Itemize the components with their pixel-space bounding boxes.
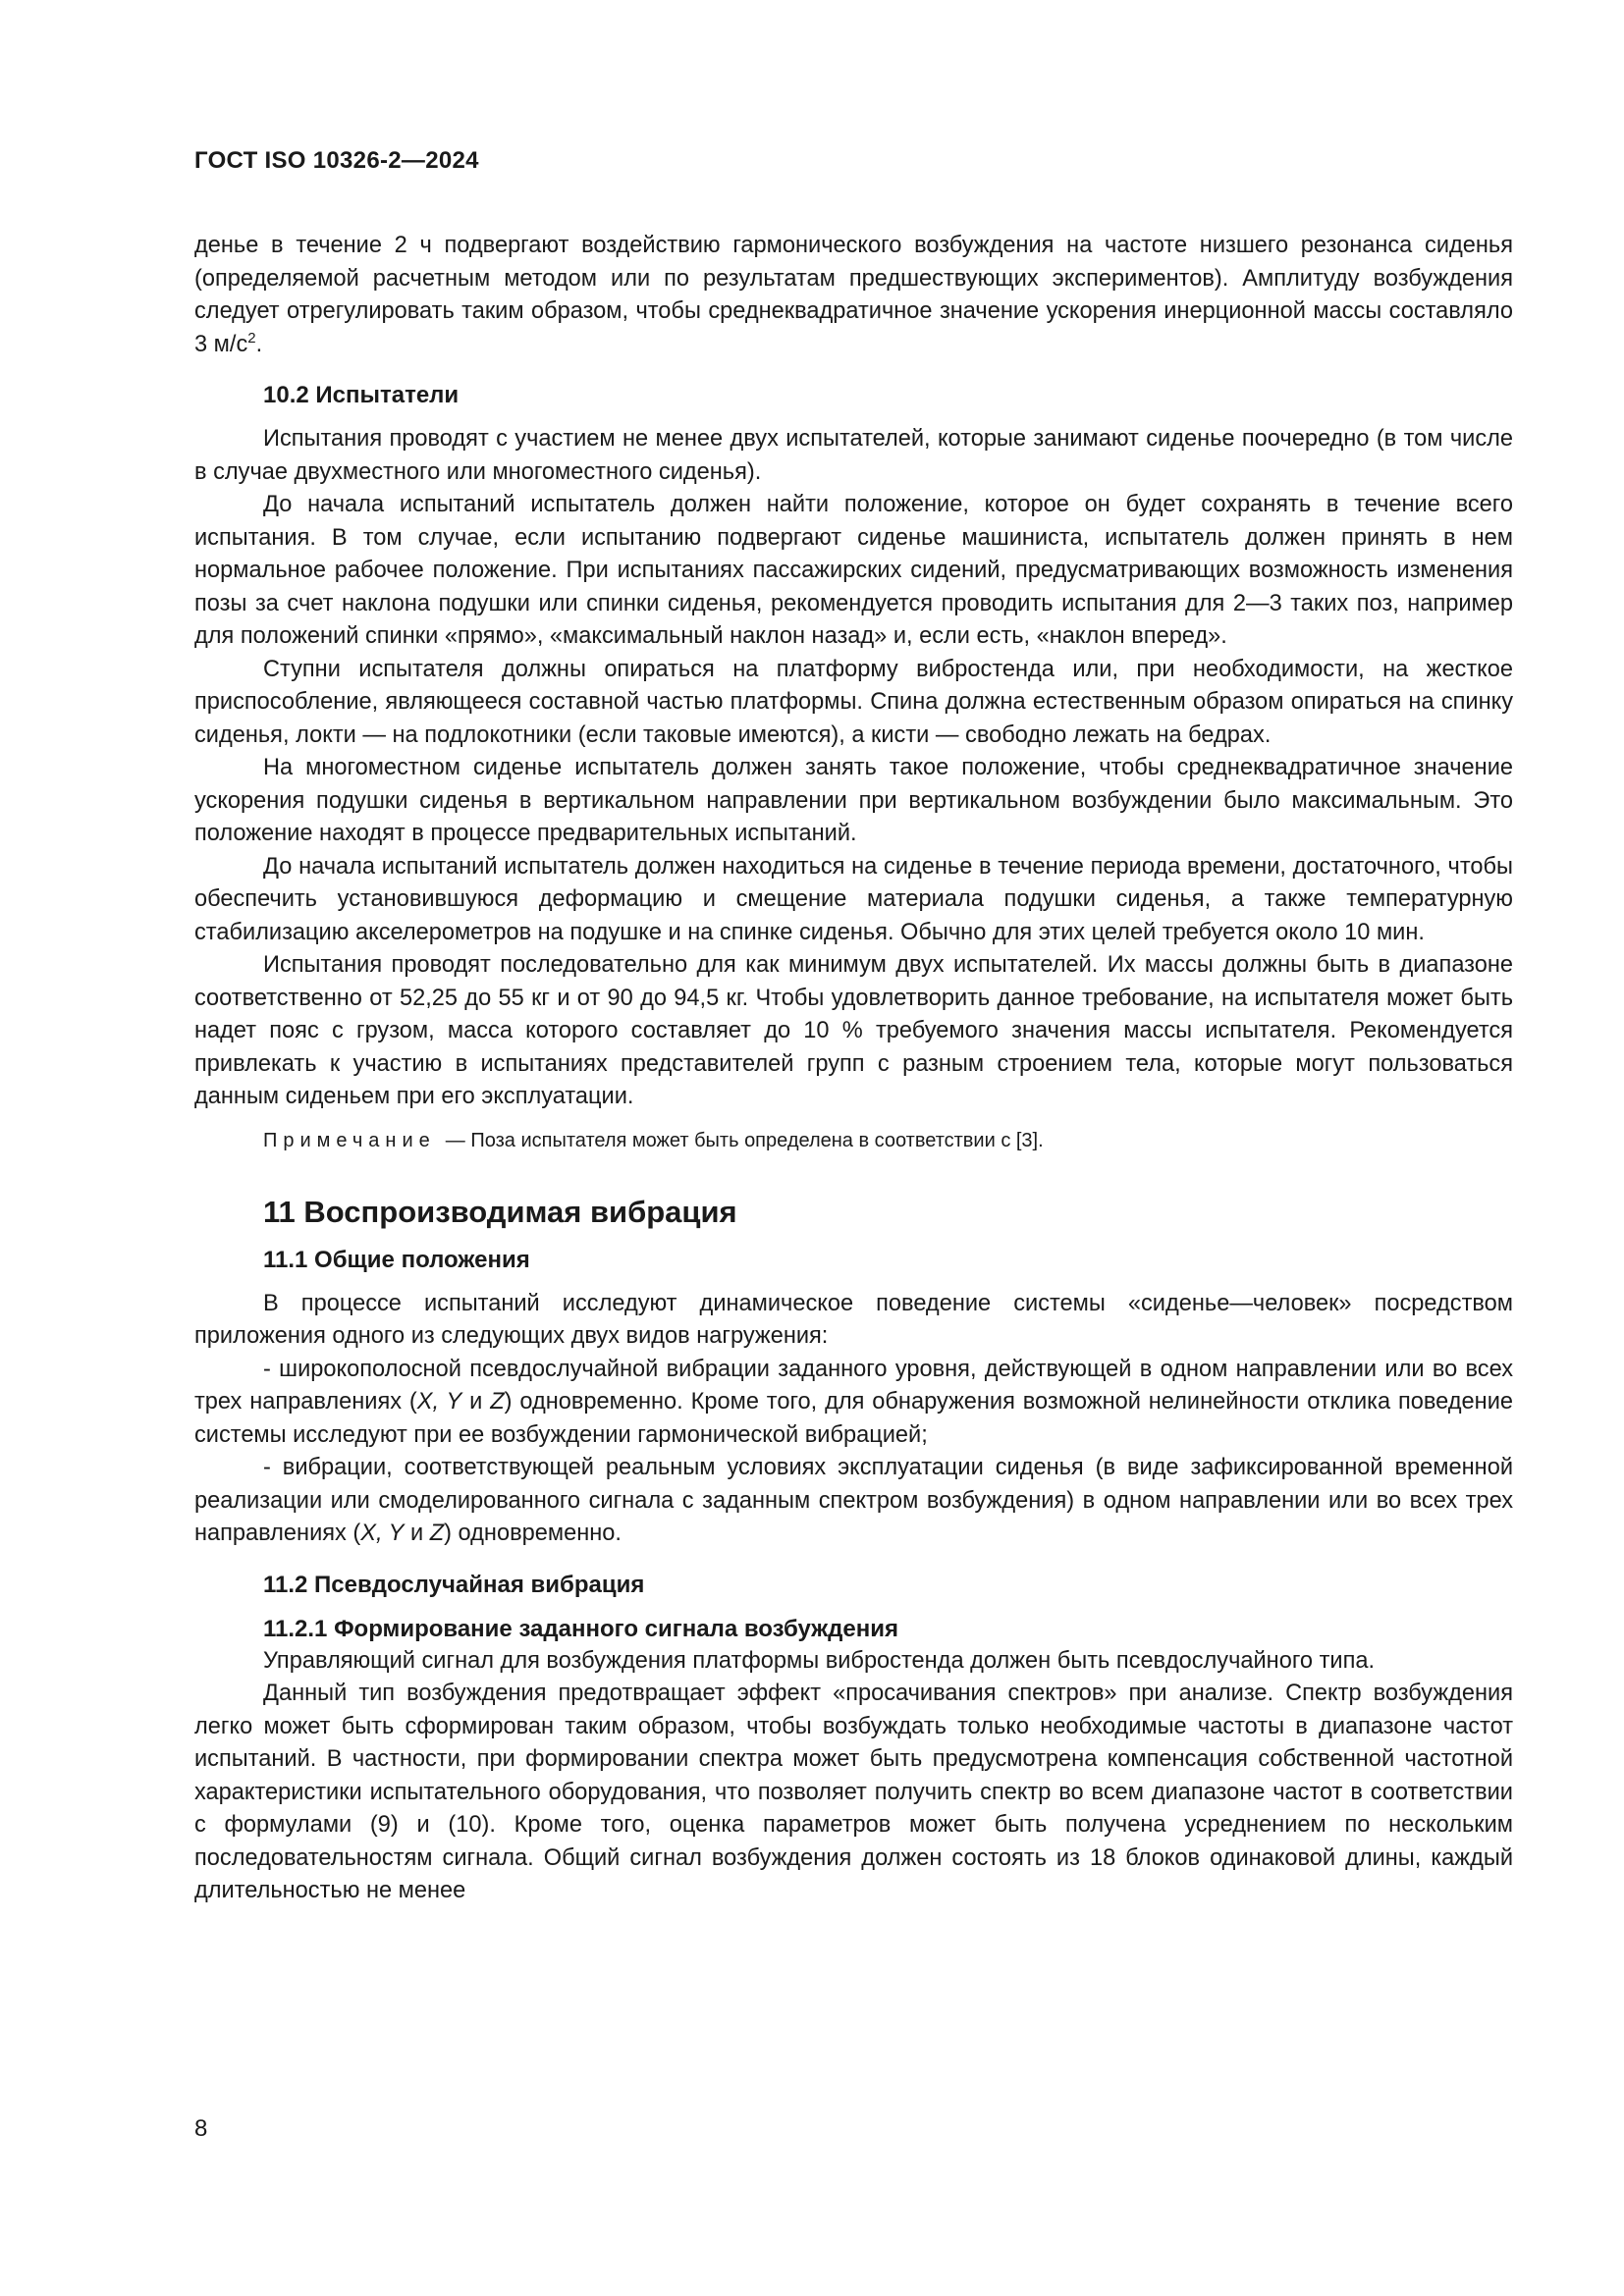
list-item-11-1-2 [194,1452,1513,1551]
intro-text: денье в течение 2 ч подвергают воздействию гармонического возбуждения на частоте низшего резонанса сиденья (определяемой расчетным методом или по результатам предшествующих экспериментов). Амплитуду возбуждения следует отрегулировать таким образом, чтобы среднеквадратичное значение ускорения инерционной массы составляло 3 м/с [194,233,1513,357]
conjunction: и [404,1521,430,1546]
document-header: ГОСТ ISO 10326-2—2024 [194,147,479,174]
axis-z-label: Z [429,1521,445,1546]
page-number: 8 [194,2115,208,2142]
note-label: Примечание [263,1129,436,1151]
heading-11-2-1: 11.2.1 Формирование заданного сигнала возбуждения [263,1615,898,1642]
intro-paragraph [194,230,1513,361]
paragraph-10-2-3: Ступни испытателя должны опираться на платформу вибростенда или, при необходимости, на жесткое приспособление, являющееся составной частью платформы. Спина должна естественным образом опираться на спинку сиденья, локти — на подлокотники (если таковые имеются), а кисти — свободно лежать на бедрах. [194,656,1513,748]
note-text: — Поза испытателя может быть определена в соответствии с [3]. [445,1129,1044,1151]
paragraph-11-2-1-2: Данный тип возбуждения предотвращает эффект «просачивания спектров» при анализе. Спектр возбуждения легко может быть сформирован таким образом, чтобы возбуждать только необходимые частоты в диапазоне частот испытаний. В частности, при формировании спектра может быть предусмотрена компенсация собственной частотной характеристики испытательного оборудования, что позволяет получить спектр во всем диапазоне частот в соответствии с формулами (9) и (10). Кроме того, оценка параметров может быть получена усреднением по нескольким последовательностям сигнала. Общий сигнал возбуждения должен состоять из 18 блоков одинаковой длины, каждый длительностью не менее [194,1681,1513,1903]
list-item-text: ) одновременно. Кроме того, для обнаружения возможной нелинейности отклика поведение системы исследуют при ее возбуждении гармонической вибрацией; [194,1389,1513,1448]
paragraph-11-2-1-1: Управляющий сигнал для возбуждения платформы вибростенда должен быть псевдослучайного типа. [263,1647,1376,1674]
list-item-text: - широкополосной псевдослучайной вибрации заданного уровня, действующей в одном направлении или во всех трех направлениях ( [194,1356,1513,1415]
paragraph-10-2-6: Испытания проводят последовательно для как минимум двух испытателей. Их массы должны быть в диапазоне соответственно от 52,25 до 55 кг и от 90 до 94,5 кг. Чтобы удовлетворить данное требование, на испытателя может быть надет пояс с грузом, масса которого составляет до 10 % требуемого значения массы испытателя. Рекомендуется привлекать к участию в испытаниях представителей групп с разным строением тела, которые могут пользоваться данным сиденьем при его эксплуатации. [194,952,1513,1109]
list-item-text: - вибрации, соответствующей реальным условиях эксплуатации сиденья (в виде зафиксированной временной реализации или смоделированного сигнала с заданным спектром возбуждения) в одном направлении или во всех трех направлениях ( [194,1455,1513,1546]
intro-exponent: 2 [247,329,256,347]
axis-xy-label: X, Y [360,1521,405,1546]
paragraph-10-2-5: До начала испытаний испытатель должен находиться на сиденье в течение периода времени, достаточного, чтобы обеспечить установившуюся деформацию и смещение материала подушки сиденья, а также температурную стабилизацию акселерометров на подушке и на спинке сиденья. Обычно для этих целей требуется около 10 мин. [194,853,1513,945]
paragraph-11-1-intro: В процессе испытаний исследуют динамическое поведение системы «сиденье—человек» посредством приложения одного из следующих двух видов нагружения: [194,1290,1513,1349]
paragraph-10-2-2: До начала испытаний испытатель должен найти положение, которое он будет сохранять в течение всего испытания. В том случае, если испытанию подвергают сиденье машиниста, испытатель должен принять в нем нормальное рабочее положение. При испытаниях пассажирских сидений, предусматривающих возможность изменения позы за счет наклона подушки или спинки сиденья, рекомендуется проводить испытания для 2—3 таких поз, например для положений спинки «прямо», «максимальный наклон назад» и, если есть, «наклон вперед». [194,492,1513,649]
intro-end: . [255,331,263,357]
heading-11-2: 11.2 Псевдослучайная вибрация [263,1571,645,1598]
document-page [194,147,1513,1908]
conjunction: и [461,1389,491,1415]
axis-xy-label: X, Y [416,1389,462,1415]
heading-10-2: 10.2 Испытатели [263,382,460,408]
axis-z-label: Z [490,1389,505,1415]
list-item-text: ) одновременно. [444,1521,622,1546]
note-10-2 [263,1126,1513,1155]
list-item-11-1-1 [194,1354,1513,1453]
paragraph-10-2-1: Испытания проводят с участием не менее двух испытателей, которые занимают сиденье поочередно (в том числе в случае двухместного или многоместного сиденья). [194,426,1513,485]
heading-11: 11 Воспроизводимая вибрация [263,1194,737,1229]
paragraph-10-2-4: На многоместном сиденье испытатель должен занять такое положение, чтобы среднеквадратичное значение ускорения подушки сиденья в вертикальном направлении при вертикальном возбуждении было максимальным. Это положение находят в процессе предварительных испытаний. [194,755,1513,846]
heading-11-1: 11.1 Общие положения [263,1246,530,1273]
